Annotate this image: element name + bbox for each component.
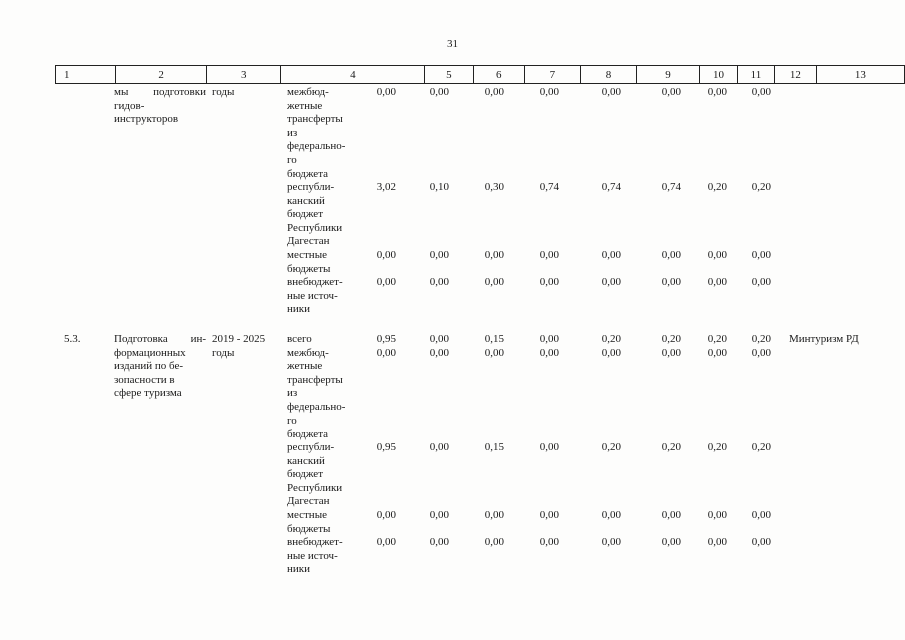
row-a-offbudget-value: 0,00 — [661, 276, 681, 288]
row-a-source-local-line: местные — [287, 249, 327, 261]
row-a-republic-value: 3,02 — [376, 181, 396, 193]
row-b-source-republic-line: Дагестан — [287, 495, 330, 508]
row-b-name-line: формационных — [114, 346, 186, 359]
row-b-period-line: 2019 - 2025 — [212, 333, 266, 345]
row-a-name-line: инструкторов — [114, 113, 179, 126]
row-b-source-republic-line: республи- — [287, 441, 335, 453]
row-b-source-federal-line: бюджета — [287, 428, 329, 441]
row-b-name-line — [114, 333, 206, 347]
header-col-11: 11 — [737, 66, 774, 84]
row-a-federal-value: 0,00 — [484, 86, 504, 98]
row-b-total-value: 0,15 — [484, 333, 504, 345]
row-a-source-federal-line: го — [287, 154, 297, 166]
row-b-total-value: 0,00 — [539, 333, 559, 345]
row-b-period-line: годы — [212, 346, 235, 359]
row-b-index: 5.3. — [64, 333, 81, 345]
row-a-federal-value: 0,00 — [429, 86, 449, 98]
row-a-republic-value: 0,20 — [751, 181, 771, 193]
row-b-source-offbudget-line: ники — [287, 563, 311, 576]
row-a-source-republic-line: канский — [287, 194, 325, 207]
page-number: 31 — [447, 38, 458, 50]
row-b-name-line: сфере туризма — [114, 387, 182, 400]
row-b-source-federal-line: трансферты — [287, 373, 343, 386]
row-b-federal-value: 0,00 — [601, 346, 621, 359]
row-b-source-local-line: местные — [287, 509, 327, 521]
row-a-source-local-line: бюджеты — [287, 262, 331, 275]
row-b-federal-value: 0,00 — [707, 346, 727, 359]
row-b-republic-value: 0,20 — [601, 441, 621, 453]
row-b-federal-value: 0,00 — [429, 346, 449, 359]
row-a-source-federal-line: федерально- — [287, 140, 346, 153]
header-col-3: 3 — [207, 66, 281, 84]
row-a-name-word: мы — [114, 86, 129, 98]
row-b-name-line: зопасности в — [114, 373, 175, 386]
row-b-local-value: 0,00 — [707, 509, 727, 521]
row-a-local-value: 0,00 — [751, 249, 771, 261]
row-b-offbudget-value: 0,00 — [707, 536, 727, 548]
row-a-offbudget-value: 0,00 — [601, 276, 621, 288]
row-b-total-value: 0,20 — [601, 333, 621, 345]
row-a-republic-value: 0,20 — [707, 181, 727, 193]
row-b-offbudget-value: 0,00 — [661, 536, 681, 548]
row-a-source-republic-line: Дагестан — [287, 235, 330, 248]
row-a-source-offbudget-line: внебюджет- — [287, 276, 343, 288]
header-col-2: 2 — [116, 66, 207, 84]
row-a-period: годы — [212, 86, 235, 98]
row-b-source-offbudget-line: ные источ- — [287, 549, 338, 562]
row-a-federal-value: 0,00 — [751, 86, 771, 98]
row-a-source-republic-line: Республики — [287, 221, 343, 234]
row-b-source-local-line: бюджеты — [287, 522, 331, 535]
row-b-offbudget-value: 0,00 — [429, 536, 449, 548]
row-a-local-value: 0,00 — [429, 249, 449, 261]
row-a-federal-value: 0,00 — [601, 86, 621, 98]
row-b-total-value: 0,20 — [707, 333, 727, 345]
row-a-republic-value: 0,10 — [429, 181, 449, 193]
row-a-source-federal-line: из — [287, 126, 298, 139]
row-b-local-value: 0,00 — [661, 509, 681, 521]
row-b-executor: Минтуризм РД — [789, 333, 859, 345]
row-b-source-federal-line: межбюд- — [287, 346, 329, 359]
row-a-offbudget-value: 0,00 — [539, 276, 559, 288]
row-b-republic-value: 0,95 — [376, 441, 396, 453]
row-b-republic-value: 0,15 — [484, 441, 504, 453]
row-b-republic-value: 0,20 — [661, 441, 681, 453]
row-a-republic-value: 0,74 — [601, 181, 621, 193]
row-a-source-republic-line: бюджет — [287, 208, 323, 221]
row-a-local-value: 0,00 — [484, 249, 504, 261]
row-b-offbudget-value: 0,00 — [601, 536, 621, 548]
header-col-9: 9 — [637, 66, 700, 84]
row-b-source-federal-line: жетные — [287, 360, 323, 373]
row-a-federal-value: 0,00 — [539, 86, 559, 98]
row-b-source-federal-line: федерально- — [287, 401, 346, 413]
row-b-offbudget-value: 0,00 — [539, 536, 559, 548]
row-b-local-value: 0,00 — [601, 509, 621, 521]
row-a-local-value: 0,00 — [707, 249, 727, 261]
header-col-10: 10 — [699, 66, 737, 84]
row-b-source-total: всего — [287, 333, 312, 345]
row-b-local-value: 0,00 — [429, 509, 449, 521]
row-a-offbudget-value: 0,00 — [751, 276, 771, 288]
row-b-name-word: Подготовка — [114, 333, 168, 345]
row-b-source-federal-line: из — [287, 387, 298, 400]
row-b-name-word: ин- — [190, 333, 206, 345]
row-a-source-federal-line: межбюд- — [287, 86, 329, 98]
row-b-federal-value: 0,00 — [751, 346, 771, 359]
header-col-13: 13 — [816, 66, 904, 84]
header-col-8: 8 — [580, 66, 636, 84]
row-b-federal-value: 0,00 — [661, 346, 681, 359]
row-a-republic-value: 0,74 — [539, 181, 559, 193]
row-b-local-value: 0,00 — [376, 509, 396, 521]
row-b-source-federal-line: го — [287, 414, 297, 427]
row-b-total-value: 0,95 — [376, 333, 396, 345]
row-a-local-value: 0,00 — [601, 249, 621, 261]
row-b-federal-value: 0,00 — [539, 346, 559, 359]
header-col-4: 4 — [281, 66, 425, 84]
row-a-source-federal-line: бюджета — [287, 167, 329, 180]
row-b-offbudget-value: 0,00 — [751, 536, 771, 548]
header-row-table — [55, 65, 905, 84]
row-b-offbudget-value: 0,00 — [376, 536, 396, 548]
row-b-source-republic-line: бюджет — [287, 468, 323, 481]
row-a-source-republic-line: республи- — [287, 181, 335, 193]
header-col-7: 7 — [524, 66, 580, 84]
row-a-republic-value: 0,74 — [661, 181, 681, 193]
row-b-total-value: 0,00 — [429, 333, 449, 345]
row-b-source-republic-line: Республики — [287, 481, 343, 494]
row-a-source-offbudget-line: ники — [287, 303, 311, 316]
row-b-source-republic-line: канский — [287, 454, 325, 467]
row-b-federal-value: 0,00 — [484, 346, 504, 359]
row-a-source-federal-line: трансферты — [287, 113, 343, 126]
row-b-federal-value: 0,00 — [376, 346, 396, 359]
row-b-local-value: 0,00 — [751, 509, 771, 521]
row-b-republic-value: 0,00 — [429, 441, 449, 453]
header-col-5: 5 — [425, 66, 473, 84]
row-a-republic-value: 0,30 — [484, 181, 504, 193]
row-a-offbudget-value: 0,00 — [429, 276, 449, 288]
row-b-republic-value: 0,20 — [751, 441, 771, 453]
row-b-source-offbudget-line: внебюджет- — [287, 536, 343, 548]
header-col-6: 6 — [473, 66, 524, 84]
row-b-name-line: изданий по бе- — [114, 360, 184, 373]
row-a-local-value: 0,00 — [376, 249, 396, 261]
row-a-local-value: 0,00 — [539, 249, 559, 261]
row-a-name-word: подготовки — [153, 86, 206, 98]
row-b-republic-value: 0,20 — [707, 441, 727, 453]
row-a-offbudget-value: 0,00 — [376, 276, 396, 288]
row-b-offbudget-value: 0,00 — [484, 536, 504, 548]
row-a-source-federal-line: жетные — [287, 99, 323, 112]
row-a-federal-value: 0,00 — [707, 86, 727, 98]
header-row — [56, 66, 905, 84]
row-a-source-offbudget-line: ные источ- — [287, 289, 338, 302]
row-a-federal-value: 0,00 — [376, 86, 396, 98]
row-a-name-line — [114, 86, 206, 100]
row-b-total-value: 0,20 — [661, 333, 681, 345]
row-a-offbudget-value: 0,00 — [707, 276, 727, 288]
row-a-offbudget-value: 0,00 — [484, 276, 504, 288]
row-a-federal-value: 0,00 — [661, 86, 681, 98]
row-a-name-line: гидов- — [114, 99, 145, 112]
row-b-local-value: 0,00 — [484, 509, 504, 521]
row-a-local-value: 0,00 — [661, 249, 681, 261]
header-col-1: 1 — [56, 66, 116, 84]
header-col-12: 12 — [774, 66, 816, 84]
row-b-republic-value: 0,00 — [539, 441, 559, 453]
row-b-total-value: 0,20 — [751, 333, 771, 345]
row-b-local-value: 0,00 — [539, 509, 559, 521]
